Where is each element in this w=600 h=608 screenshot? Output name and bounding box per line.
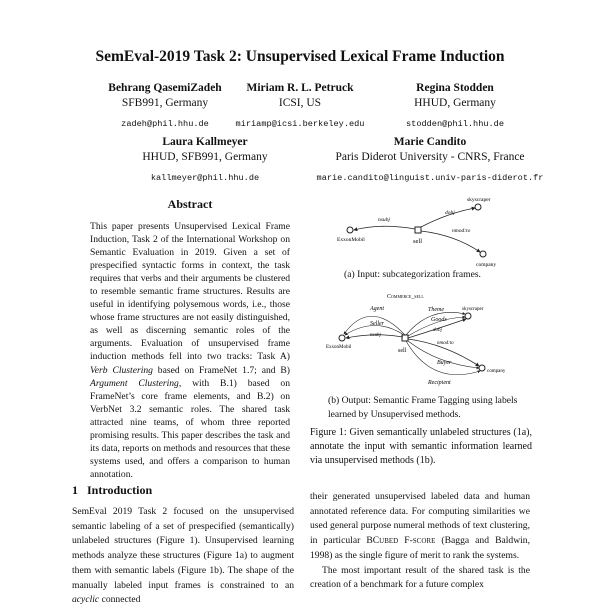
label-sell: sell bbox=[398, 348, 407, 354]
label-theme: Theme bbox=[428, 307, 444, 313]
author-name: Regina Stodden bbox=[416, 82, 494, 94]
node-pp bbox=[479, 365, 485, 371]
label-nmod: nmod:to bbox=[452, 228, 471, 234]
figure-1b-diagram bbox=[320, 288, 520, 396]
label-skyscraper: skyscraper bbox=[467, 197, 491, 203]
author-name: Miriam R. L. Petruck bbox=[246, 82, 354, 94]
figure-1a-caption: (a) Input: subcategorization frames. bbox=[344, 269, 481, 280]
abstract-text bbox=[90, 220, 290, 481]
author-block-5 bbox=[300, 135, 560, 186]
author-block-2 bbox=[210, 81, 390, 132]
abstract-heading: Abstract bbox=[167, 197, 213, 211]
author-affiliation: Paris Diderot University - CNRS, France bbox=[335, 151, 525, 163]
intro-text: SemEval 2019 Task 2 focused on the unsupervised semantic labeling of a set of prespecified (semantically) unlabeled structures (Figure 1). Unsupervised learning methods analyze these structures (Figure 1a) to augment them with semantic labels (Figure 1b). The shape of the manually labeled input frames is constrained to an bbox=[72, 506, 294, 591]
figure-1-caption: Figure 1: Given semantically unlabeled structures (1a), annotate the input with semantic information learned via unsupervised methods (1b). bbox=[310, 427, 532, 466]
author-block-3 bbox=[370, 81, 540, 132]
label-buyer: Buyer bbox=[437, 360, 452, 366]
label-frame: Commerce_sell bbox=[387, 294, 424, 300]
author-email: miriamp@icsi.berkeley.edu bbox=[235, 119, 365, 129]
section-heading bbox=[72, 483, 152, 498]
label-exxon: ExxonMobil bbox=[337, 237, 365, 243]
abstract-part: , with B.1) based on FrameNet’s core frame elements, and B.2) on VerbNet 3.2 semantic roles. The shared task attracted nine teams, of whom three reported promising results. This paper describes the task and its data, reports on methods and resources that these systems used, and offers a comparison to human annotation. bbox=[90, 377, 290, 480]
abstract-emph: Verb Clustering bbox=[90, 364, 153, 376]
intro-column-left bbox=[72, 505, 294, 608]
section-title: Introduction bbox=[87, 483, 153, 497]
author-affiliation: HHUD, SFB991, Germany bbox=[142, 151, 268, 163]
author-affiliation: SFB991, Germany bbox=[121, 97, 209, 109]
paper-title: SemEval-2019 Task 2: Unsupervised Lexical Frame Induction bbox=[95, 48, 505, 65]
label-skyscraper: skyscraper bbox=[462, 307, 484, 312]
node-subject bbox=[339, 335, 345, 341]
author-name: Laura Kallmeyer bbox=[162, 136, 248, 148]
node-object bbox=[475, 204, 481, 210]
edge-nmod bbox=[421, 231, 480, 252]
label-company: company bbox=[476, 262, 497, 268]
edge-nsubj bbox=[354, 226, 415, 230]
abstract-part: based on FrameNet 1.7; and B) bbox=[152, 364, 290, 376]
author-name: Marie Candito bbox=[393, 136, 467, 148]
label-goods: Goods bbox=[431, 317, 447, 323]
label-nsubj: nsubj bbox=[378, 217, 390, 223]
label-dobj: dobj bbox=[445, 210, 455, 216]
abstract-emph: Argument Clustering bbox=[90, 377, 179, 389]
node-object bbox=[465, 313, 471, 319]
author-block-4 bbox=[120, 135, 290, 186]
author-email: stodden@phil.hhu.de bbox=[406, 119, 504, 129]
label-agent: Agent bbox=[370, 306, 384, 312]
intro-paragraph: The most important result of the shared task is the creation of a benchmark for a future complex bbox=[310, 564, 530, 591]
label-recipient: Recipient bbox=[428, 380, 451, 386]
intro-emph: acyclic bbox=[72, 594, 100, 606]
label-company: company bbox=[487, 369, 506, 374]
author-affiliation: HHUD, Germany bbox=[414, 97, 496, 109]
figure-1a-diagram bbox=[320, 193, 520, 273]
intro-text: connected bbox=[99, 594, 141, 606]
edge-recipient bbox=[406, 341, 480, 375]
label-seller: Seller bbox=[370, 321, 384, 327]
intro-metric: BCubed F-score bbox=[366, 535, 436, 547]
author-email: zadeh@phil.hhu.de bbox=[121, 119, 209, 129]
author-email: marie.candito@linguist.univ-paris-diderot.fr bbox=[316, 173, 544, 183]
author-affiliation: ICSI, US bbox=[278, 97, 322, 109]
intro-column-right bbox=[310, 490, 530, 593]
node-pp bbox=[480, 251, 486, 257]
author-email: kallmeyer@phil.hhu.de bbox=[150, 173, 260, 183]
label-dobj: dobj bbox=[433, 328, 442, 333]
node-verb bbox=[402, 335, 408, 341]
node-subject bbox=[347, 227, 353, 233]
label-sell: sell bbox=[413, 238, 423, 245]
intro-text: (Bagga and Baldwin, 1998) as the single figure of merit to rank the systems. bbox=[310, 535, 530, 561]
label-nmod: nmod:to bbox=[437, 341, 454, 346]
label-exxon: ExxonMobil bbox=[326, 345, 352, 350]
figure-1b-caption: (b) Output: Semantic Frame Tagging using labels learned by Unsupervised methods. bbox=[328, 395, 518, 420]
intro-text: their generated unsupervised labeled data and human annotated reference data. For computing similarities we used general purpose numeral methods of text clustering, in particular bbox=[310, 491, 530, 547]
node-verb bbox=[415, 227, 421, 233]
author-name: Behrang QasemiZadeh bbox=[108, 82, 222, 94]
label-nsubj: nsubj bbox=[370, 333, 381, 338]
section-number: 1 bbox=[72, 483, 78, 497]
abstract-part: This paper presents Unsupervised Lexical Frame Induction, Task 2 of the International Workshop on Semantic Evaluation in 2019. Given a set of prespecified syntactic forms in context, the task requires that verbs and their arguments be clustered to resemble semantic frame structures. Results are useful in identifying polysemous words, i.e., those whose frame structures are not easily distinguished, as well as discerning semantic roles of the arguments. Evaluation of unsupervised frame induction methods fell into two tracks: Task A) bbox=[90, 221, 290, 363]
